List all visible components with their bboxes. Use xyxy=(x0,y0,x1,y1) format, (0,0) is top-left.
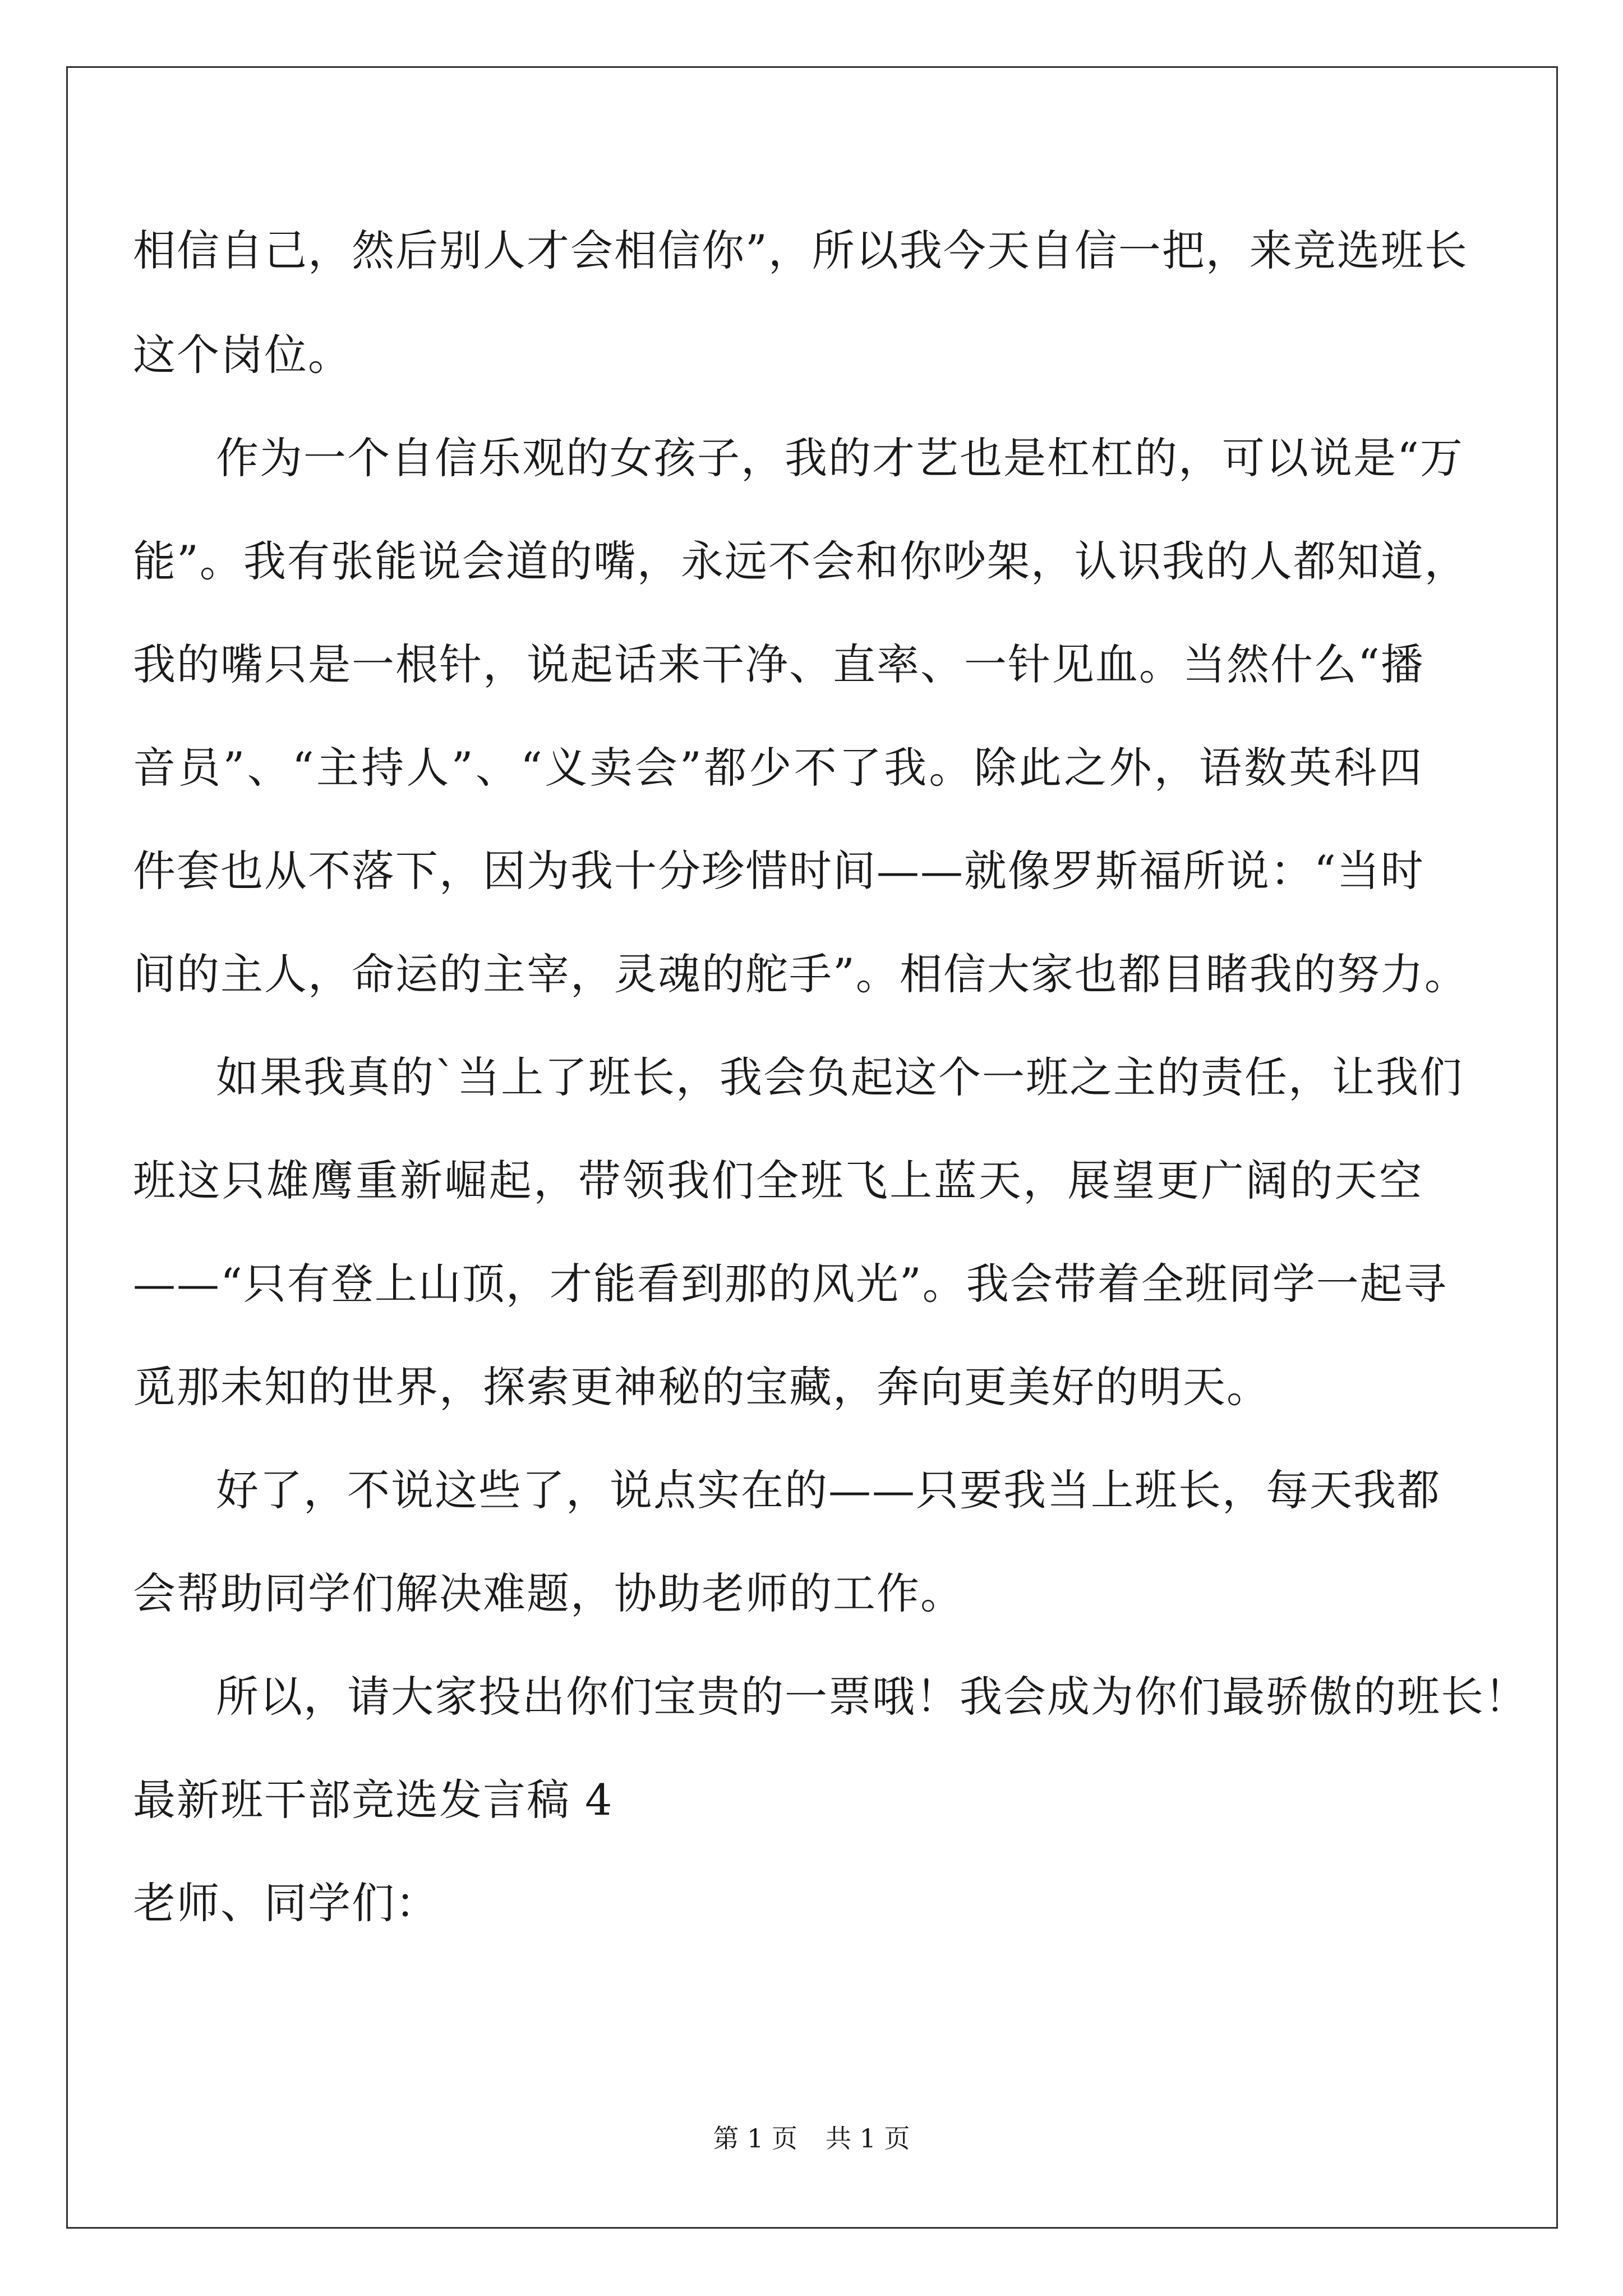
salutation: 老师、同学们： xyxy=(133,1878,439,1928)
text-line: 相信自己，然后别人才会相信你”，所以我今天自信一把，来竞选班长 xyxy=(133,226,1468,275)
text-line: 音员”、“主持人”、“义卖会”都少不了我。除此之外，语数英科四 xyxy=(133,743,1423,793)
paragraph-first-line: 所以，请大家投出你们宝贵的一票哦！我会成为你们最骄傲的班长！ xyxy=(216,1672,1528,1722)
text-line: 我的嘴只是一根针，说起话来干净、直率、一针见血。当然什么“播 xyxy=(133,639,1424,689)
page-footer xyxy=(0,2122,1623,2155)
text-line: 会帮助同学们解决难题，协助老师的工作。 xyxy=(133,1568,964,1618)
section-title: 最新班干部竞选发言稿 4 xyxy=(133,1775,614,1825)
text-line: 件套也从不落下，因为我十分珍惜时间——就像罗斯福所说：“当时 xyxy=(133,846,1424,896)
text-line: 间的主人，命运的主宰，灵魂的舵手”。相信大家也都目睹我的努力。 xyxy=(133,949,1468,999)
text-line: 这个岗位。 xyxy=(133,330,352,380)
paragraph-first-line: 如果我真的`当上了班长，我会负起这个一班之主的责任，让我们 xyxy=(216,1052,1463,1102)
text-line: ——“只有登上山顶，才能看到那的风光”。我会带着全班同学一起寻 xyxy=(133,1259,1447,1309)
text-line: 班这只雄鹰重新崛起，带领我们全班飞上蓝天，展望更广阔的天空 xyxy=(133,1156,1423,1205)
text-line: 能”。我有张能说会道的嘴，永远不会和你吵架，认识我的人都知道， xyxy=(133,536,1468,586)
paragraph-first-line: 作为一个自信乐观的女孩子，我的才艺也是杠杠的，可以说是“万 xyxy=(216,433,1464,483)
page-number: 第 1 页 xyxy=(713,2123,797,2154)
text-line: 觅那未知的世界，探索更神秘的宝藏，奔向更美好的明天。 xyxy=(133,1362,1270,1412)
page-total: 共 1 页 xyxy=(826,2123,910,2154)
paragraph-first-line: 好了，不说这些了，说点实在的——只要我当上班长，每天我都 xyxy=(216,1465,1441,1515)
